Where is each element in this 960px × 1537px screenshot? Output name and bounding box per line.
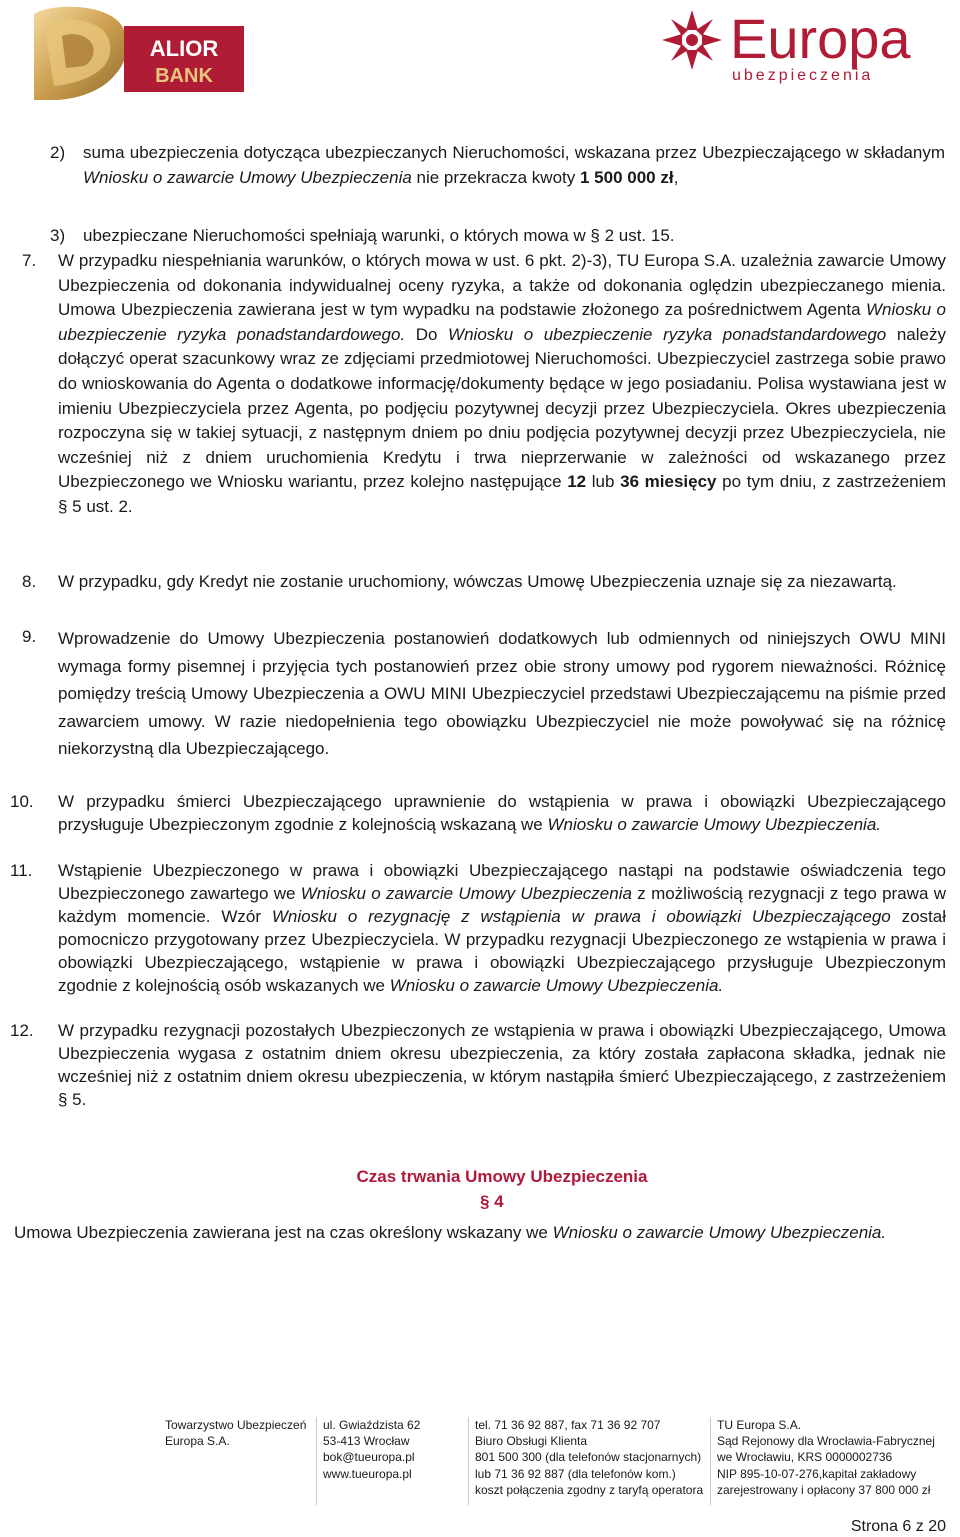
alior-logo-line1: ALIOR [149,36,219,61]
footer-email[interactable]: bok@tueuropa.pl [323,1450,415,1465]
footer-address: ul. Gwiaździsta 62 53-413 Wrocław bok@tueuropa.pl www.tueuropa.pl [316,1417,461,1505]
paragraph-12-text: W przypadku rezygnacji pozostałych Ubezpieczonych ze wstąpienia w prawa i obowiązki Ubezpieczającego, Umowa Ubezpieczenia wygasa z ostatnim dniem okresu ubezpieczenia, za który została zapłacona składka, jednak nie wcześniej niż z ostatnim dniem okresu ubezpieczenia, w którym nastąpiła śmierć Ubezpieczającego, z zastrzeżeniem § 5. [58,1021,946,1109]
europa-logo [622,0,958,88]
item-2-text: suma ubezpieczenia dotycząca ubezpieczanych Nieruchomości, wskazana przez Ubezpieczającego w składanym Wniosku o zawarcie Umowy Ubezpieczenia nie przekracza kwoty 1 500 000 zł, [83,143,945,187]
section-paragraph-symbol: § 4 [480,1192,504,1211]
paragraph-number: 11. [10,861,33,880]
footer-contact: tel. 71 36 92 887, fax 71 36 92 707 Biuro Obsługi Klienta 801 500 300 (dla telefonów stacjonarnych) lub 71 36 92 887 (dla telefonów kom.) koszt połączenia zgodny z taryfą operatora [468,1417,707,1505]
footer-website[interactable]: www.tueuropa.pl [323,1466,412,1481]
item-number: 2) [50,143,66,162]
paragraph-10-text: W przypadku śmierci Ubezpieczającego uprawnienie do wstąpienia w prawa i obowiązki Ubezpieczającego przysługuje Ubezpieczonym zgodnie z kolejnością wskazaną we Wniosku o zawarcie Umowy Ubezpieczenia. [58,792,946,834]
alior-logo-line2: BANK [155,65,213,87]
footer-company: Towarzystwo Ubezpieczeń Europa S.A. [165,1418,307,1449]
paragraph-11-text: Wstąpienie Ubezpieczonego w prawa i obowiązki Ubezpieczającego nastąpi na podstawie oświadczenia tego Ubezpieczonego zawartego we Wniosku o zawarcie Umowy Ubezpieczenia z możliwością rezygnacji z tego prawa w każdym momencie. Wzór Wniosku o rezygnację z wstąpienia w prawa i obowiązki Ubezpieczającego został pomocniczo przygotowany przez Ubezpieczyciela. W przypadku rezygnacji Ubezpieczonego ze wstąpienia w prawa i obowiązki Ubezpieczającego, wstąpienie w prawa i obowiązki Ubezpieczającego przysługuje Ubezpieczonym zgodnie z kolejnością osób wskazanych we Wniosku o zawarcie Umowy Ubezpieczenia. [58,861,946,995]
footer-registration: TU Europa S.A. Sąd Rejonowy dla Wrocławia-Fabrycznej we Wrocławiu, KRS 0000002736 NIP 895-10-07-276,kapitał zakładowy zarejestrowany i opłacony 37 800 000 zł [710,1417,957,1505]
paragraph-number: 10. [10,792,34,811]
paragraph-number: 12. [10,1021,34,1040]
page-number: Strona 6 z 20 [850,1518,946,1535]
paragraph-9-text: Wprowadzenie do Umowy Ubezpieczenia postanowień dodatkowych lub odmiennych od niniejszych OWU MINI wymaga formy pisemnej i przyjęcia tych postanowień przez obie strony umowy pod rygorem nieważności. Różnicę pomiędzy treścią Umowy Ubezpieczenia a OWU MINI Ubezpieczyciel przedstawi Ubezpieczającemu na piśmie przed zawarciem umowy. W razie niedopełnienia tego obowiązku Ubezpieczyciel nie może powoływać się na różnicę niekorzystną dla Ubezpieczającego. [58,629,946,758]
item-3-text: ubezpieczane Nieruchomości spełniają warunki, o których mowa w § 2 ust. 15. [83,226,675,245]
alior-bank-logo [14,4,244,102]
paragraph-number: 8. [22,572,37,591]
page-footer [0,1417,960,1507]
paragraph-7-text: W przypadku niespełniania warunków, o których mowa w ust. 6 pkt. 2)-3), TU Europa S.A. uzależnia zawarcie Umowy Ubezpieczenia od dokonania indywidualnej oceny ryzyka, a także od dokonania oględzin ubezpieczanego mienia. Umowa Ubezpieczenia zawierana jest w tym wypadku na podstawie złożonego za pośrednictwem Agenta Wniosku o ubezpieczenie ryzyka ponadstandardowego. Do Wniosku o ubezpieczenie ryzyka ponadstandardowego należy dołączyć operat szacunkowy wraz ze zdjęciami przedmiotowej Nieruchomości. Ubezpieczyciel zastrzega sobie prawo do wnioskowania do Agenta o dodatkowe informację/dokumenty będące w jego posiadaniu. Polisa wystawiana jest w imieniu Ubezpieczyciela przez Agenta, po podjęciu pozytywnej decyzji przez Ubezpieczyciela. Okres ubezpieczenia rozpoczyna się w takiej sytuacji, z następnym dniem po dniu podjęcia pozytywnej decyzji przez Ubezpieczyciela, nie wcześniej niż z dniem uruchomienia Kredytu i trwa nieprzerwanie w zależności od wskazanego przez Ubezpieczonego we Wniosku wariantu, przez kolejno następujące 12 lub 36 miesięcy po tym dniu, z zastrzeżeniem § 5 ust. 2. [58,251,947,516]
europa-logo-name: Europa [730,7,911,70]
paragraph-number: 9. [22,627,37,646]
europa-logo-tagline: ubezpieczenia [732,67,874,84]
item-number: 3) [50,226,66,245]
paragraph-8-text: W przypadku, gdy Kredyt nie zostanie uruchomiony, wówczas Umowę Ubezpieczenia uznaje się za niezawartą. [58,572,897,591]
paragraph-number: 7. [22,251,37,270]
section-title: Czas trwania Umowy Ubezpieczenia [356,1167,648,1186]
section-text: Umowa Ubezpieczenia zawierana jest na czas określony wskazany we Wniosku o zawarcie Umowy Ubezpieczenia. [14,1223,887,1242]
